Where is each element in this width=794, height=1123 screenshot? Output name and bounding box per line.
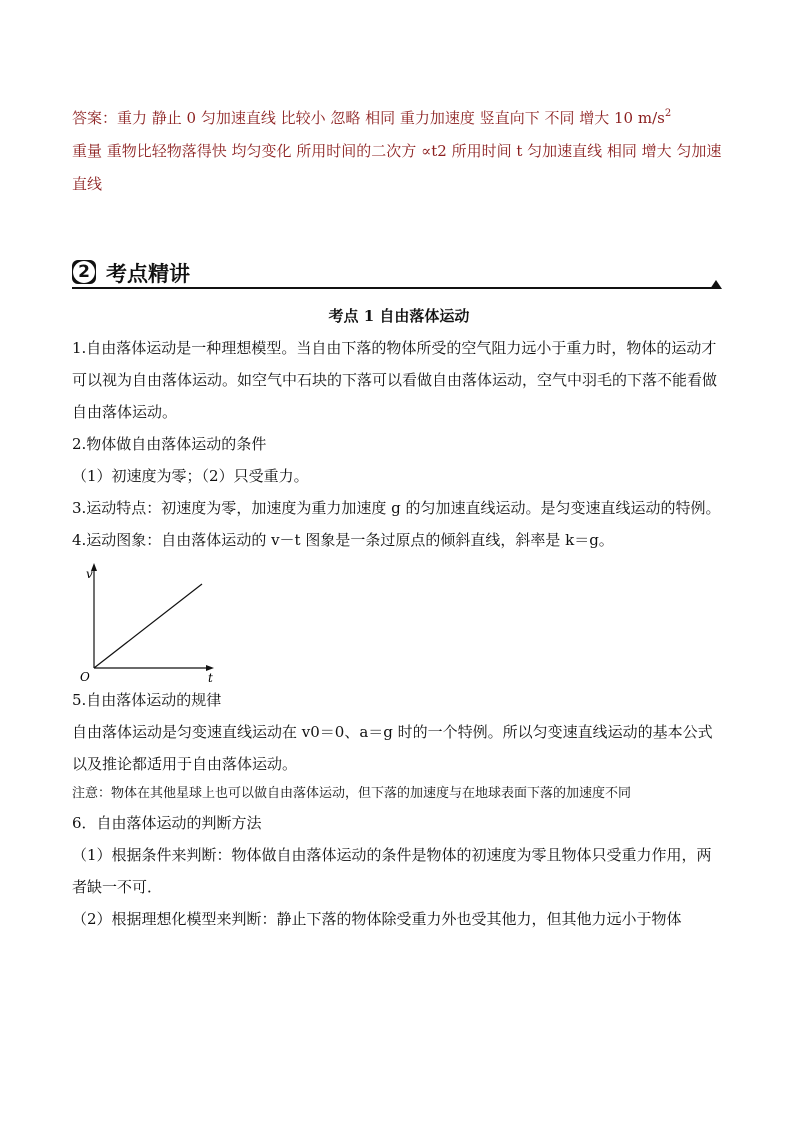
paragraph-8: 6．自由落体运动的判断方法 (72, 814, 262, 832)
paragraph-6: 5.自由落体运动的规律 (72, 691, 222, 709)
y-axis-label: v (86, 567, 93, 581)
paragraph-1: 1.自由落体运动是一种理想模型。当自由下落的物体所受的空气阻力远小于重力时，物体的运动才可以视为自由落体运动。如空气中石块的下落可以看做自由落体运动，空气中羽毛的下落不能看做自由落体运动。 (72, 339, 718, 421)
x-axis-label: t (208, 671, 213, 682)
section-number-badge (72, 260, 96, 284)
paragraph-2: 2.物体做自由落体运动的条件 (72, 435, 267, 453)
section-number: 2 (73, 261, 95, 283)
paragraph-7: 自由落体运动是匀变速直线运动在 v0＝0、a＝g 时的一个特例。所以匀变速直线运动的基本公式以及推论都适用于自由落体运动。 (72, 723, 713, 773)
answer-line-2: 重量 重物比轻物落得快 均匀变化 所用时间的二次方 ∝t2 所用时间 t 匀加速直线 相同 增大 匀加速直线 (72, 142, 722, 193)
paragraph-5: 4.运动图象：自由落体运动的 v－t 图象是一条过原点的倾斜直线，斜率是 k＝g。 (72, 531, 614, 549)
note: 注意：物体在其他星球上也可以做自由落体运动，但下落的加速度与在地球表面下落的加速度不同 (72, 786, 632, 801)
paragraph-4: 3.运动特点：初速度为零，加速度为重力加速度 g 的匀加速直线运动。是匀变速直线运动的特例。 (72, 499, 721, 517)
origin-label: O (80, 670, 90, 682)
paragraph-9: （1）根据条件来判断：物体做自由落体运动的条件是物体的初速度为零且物体只受重力作用，两者缺一不可． (72, 846, 712, 896)
paragraph-10: （2）根据理想化模型来判断：静止下落的物体除受重力外也受其他力，但其他力远小于物体 (72, 910, 682, 928)
section-title: 考点精讲 (106, 262, 190, 286)
unit-exponent: 2 (664, 108, 672, 119)
answer-block (72, 97, 726, 201)
section-header (72, 256, 722, 292)
triangle-icon (710, 280, 722, 289)
answer-text-1: 答案：重力 静止 0 匀加速直线 比较小 忽略 相同 重力加速度 竖直向下 不同 增大 10 m/s (72, 109, 665, 127)
velocity-line (94, 584, 202, 668)
paragraph-3: （1）初速度为零；（2）只受重力。 (72, 467, 309, 485)
v-t-graph (72, 560, 222, 682)
section-rule (72, 287, 716, 289)
answer-line-1 (72, 97, 726, 135)
topic-subtitle: 考点 1 自由落体运动 (328, 307, 470, 325)
main-content (72, 300, 726, 935)
